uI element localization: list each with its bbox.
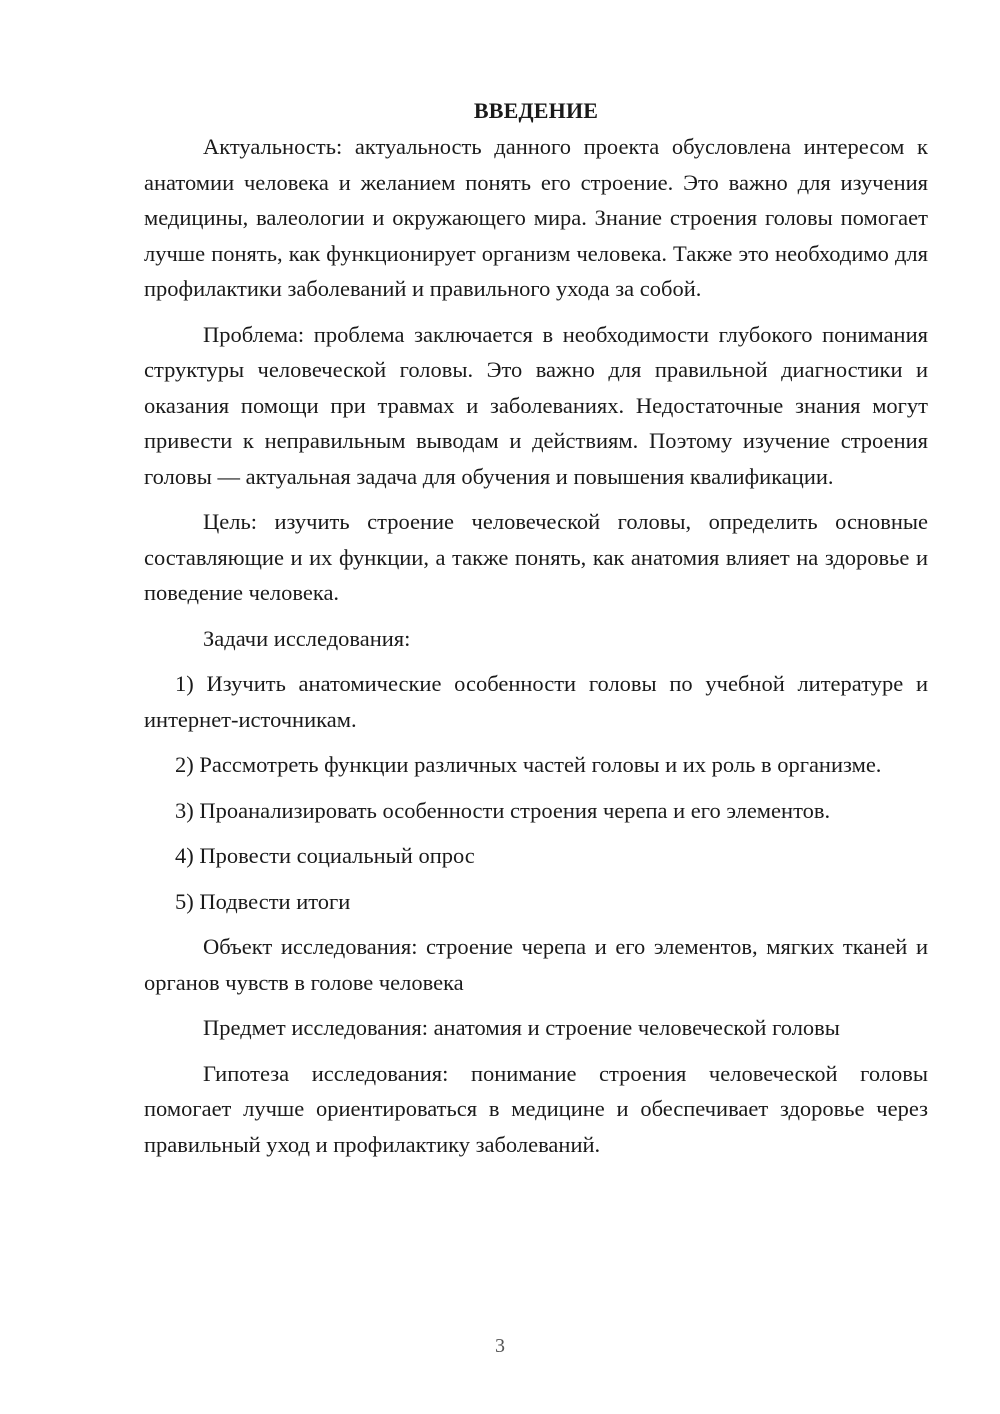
list-item: 2) Рассмотреть функции различных частей головы и их роль в организме. bbox=[175, 752, 882, 777]
hypothesis-paragraph: Гипотеза исследования: понимание строения человеческой головы помогает лучше ориентироваться в медицине и обеспечивает здоровье через правильный уход и профилактику заболеваний. bbox=[144, 1060, 928, 1157]
research-subject-paragraph: Предмет исследования: анатомия и строение человеческой головы bbox=[203, 1015, 840, 1040]
list-item: 5) Подвести итоги bbox=[175, 888, 351, 914]
tasks-list bbox=[144, 666, 928, 919]
research-object-paragraph: Объект исследования: строение черепа и его элементов, мягких тканей и органов чувств в голове человека bbox=[144, 934, 928, 995]
list-item: 1) Изучить анатомические особенности головы по учебной литературе и интернет-источникам. bbox=[144, 671, 928, 732]
tasks-heading: Задачи исследования: bbox=[203, 625, 411, 651]
list-item: 4) Провести социальный опрос bbox=[175, 843, 475, 868]
goal-paragraph: Цель: изучить строение человеческой головы, определить основные составляющие и их функции, а также понять, как анатомия влияет на здоровье и поведение человека. bbox=[144, 509, 928, 605]
section-title: ВВЕДЕНИЕ bbox=[473, 98, 599, 123]
page-number: 3 bbox=[495, 1335, 505, 1357]
problem-paragraph: Проблема: проблема заключается в необходимости глубокого понимания структуры человеческой головы. Это важно для правильной диагностики и оказания помощи при травмах и заболеваниях. Недостаточные знания могут привести к неправильным выводам и действиям. Поэтому изучение строения головы — актуальная задача для обучения и повышения квалификации. bbox=[144, 321, 928, 489]
list-item: 3) Проанализировать особенности строения черепа и его элементов. bbox=[175, 797, 831, 823]
document-body bbox=[144, 94, 928, 1162]
relevance-paragraph: Актуальность: актуальность данного проекта обусловлена интересом к анатомии человека и желанием понять его строение. Это важно для изучения медицины, валеологии и окружающего мира. Знание строения головы помогает лучше понять, как функционирует организм человека. Также это необходимо для профилактики заболеваний и правильного ухода за собой. bbox=[144, 134, 928, 301]
